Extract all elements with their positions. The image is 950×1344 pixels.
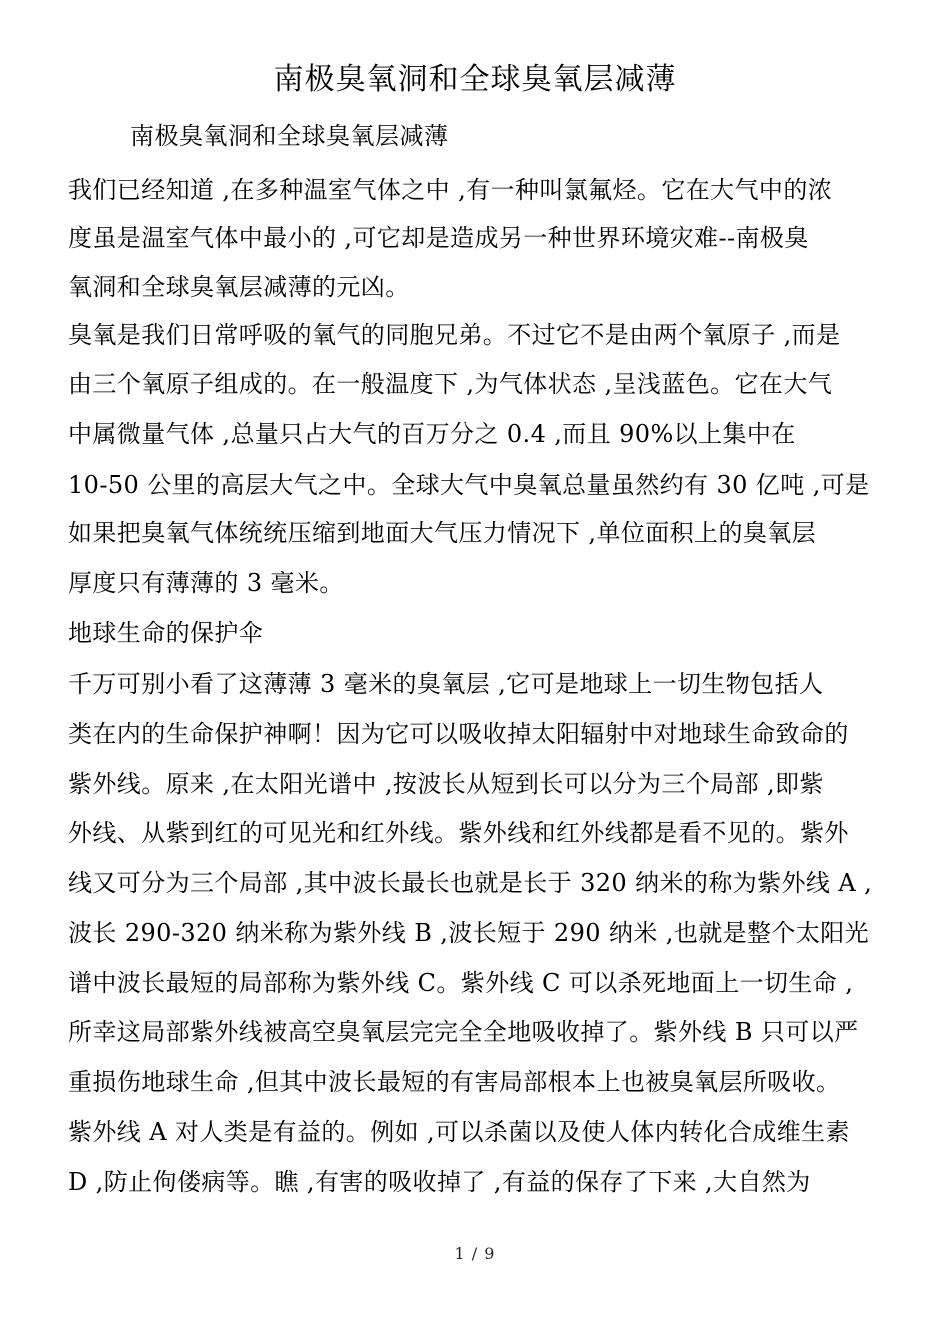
section-heading: 地球生命的保护伞 (68, 619, 264, 647)
text-line: 氧洞和全球臭氧层减薄的元凶。 (68, 273, 410, 301)
text-line: 类在内的生命保护神啊！因为它可以吸收掉太阳辐射中对地球生命致命的 (68, 720, 849, 748)
text-line: 千万可别小看了这薄薄 3 毫米的臭氧层 ,它可是地球上一切生物包括人 (68, 670, 824, 698)
document-subtitle: 南极臭氧洞和全球臭氧层减薄 (130, 122, 449, 150)
text-line: 谱中波长最短的局部称为紫外线 C。紫外线 C 可以杀死地面上一切生命 , (68, 969, 854, 997)
text-line: 度虽是温室气体中最小的 ,可它却是造成另一种世界环境灾难--南极臭 (68, 224, 809, 252)
document-title: 南极臭氧洞和全球臭氧层减薄 (273, 62, 677, 97)
text-line: 紫外线。原来 ,在太阳光谱中 ,按波长从短到长可以分为三个局部 ,即紫 (68, 770, 824, 798)
text-line: 10-50 公里的高层大气之中。全球大气中臭氧总量虽然约有 30 亿吨 ,可是 (68, 471, 870, 499)
page-number: 1 / 9 (454, 1244, 496, 1263)
text-line: 所幸这局部紫外线被高空臭氧层完完全全地吸收掉了。紫外线 B 只可以严 (68, 1018, 859, 1046)
text-line: 厚度只有薄薄的 3 毫米。 (68, 569, 344, 597)
text-line: 波长 290-320 纳米称为紫外线 B ,波长短于 290 纳米 ,也就是整个太阳光 (68, 919, 870, 947)
text-line: 由三个氧原子组成的。在一般温度下 ,为气体状态 ,呈浅蓝色。它在大气 (68, 370, 833, 398)
text-line: D ,防止佝偻病等。瞧 ,有害的吸收掉了 ,有益的保存了下来 ,大自然为 (68, 1168, 811, 1196)
text-line: 重损伤地球生命 ,但其中波长最短的有害局部根本上也被臭氧层所吸收。 (68, 1068, 841, 1096)
text-line: 中属微量气体 ,总量只占大气的百万分之 0.4 ,而且 90%以上集中在 (68, 420, 796, 448)
text-line: 臭氧是我们日常呼吸的氧气的同胞兄弟。不过它不是由两个氧原子 ,而是 (68, 321, 841, 349)
text-line: 如果把臭氧气体统统压缩到地面大气压力情况下 ,单位面积上的臭氧层 (68, 519, 817, 547)
text-line: 线又可分为三个局部 ,其中波长最长也就是长于 320 纳米的称为紫外线 A , (68, 869, 873, 897)
text-line: 紫外线 A 对人类是有益的。例如 ,可以杀菌以及使人体内转化合成维生素 (68, 1118, 850, 1146)
text-line: 我们已经知道 ,在多种温室气体之中 ,有一种叫氯氟烃。它在大气中的浓 (68, 176, 833, 204)
text-line: 外线、从紫到红的可见光和红外线。紫外线和红外线都是看不见的。紫外 (68, 819, 849, 847)
